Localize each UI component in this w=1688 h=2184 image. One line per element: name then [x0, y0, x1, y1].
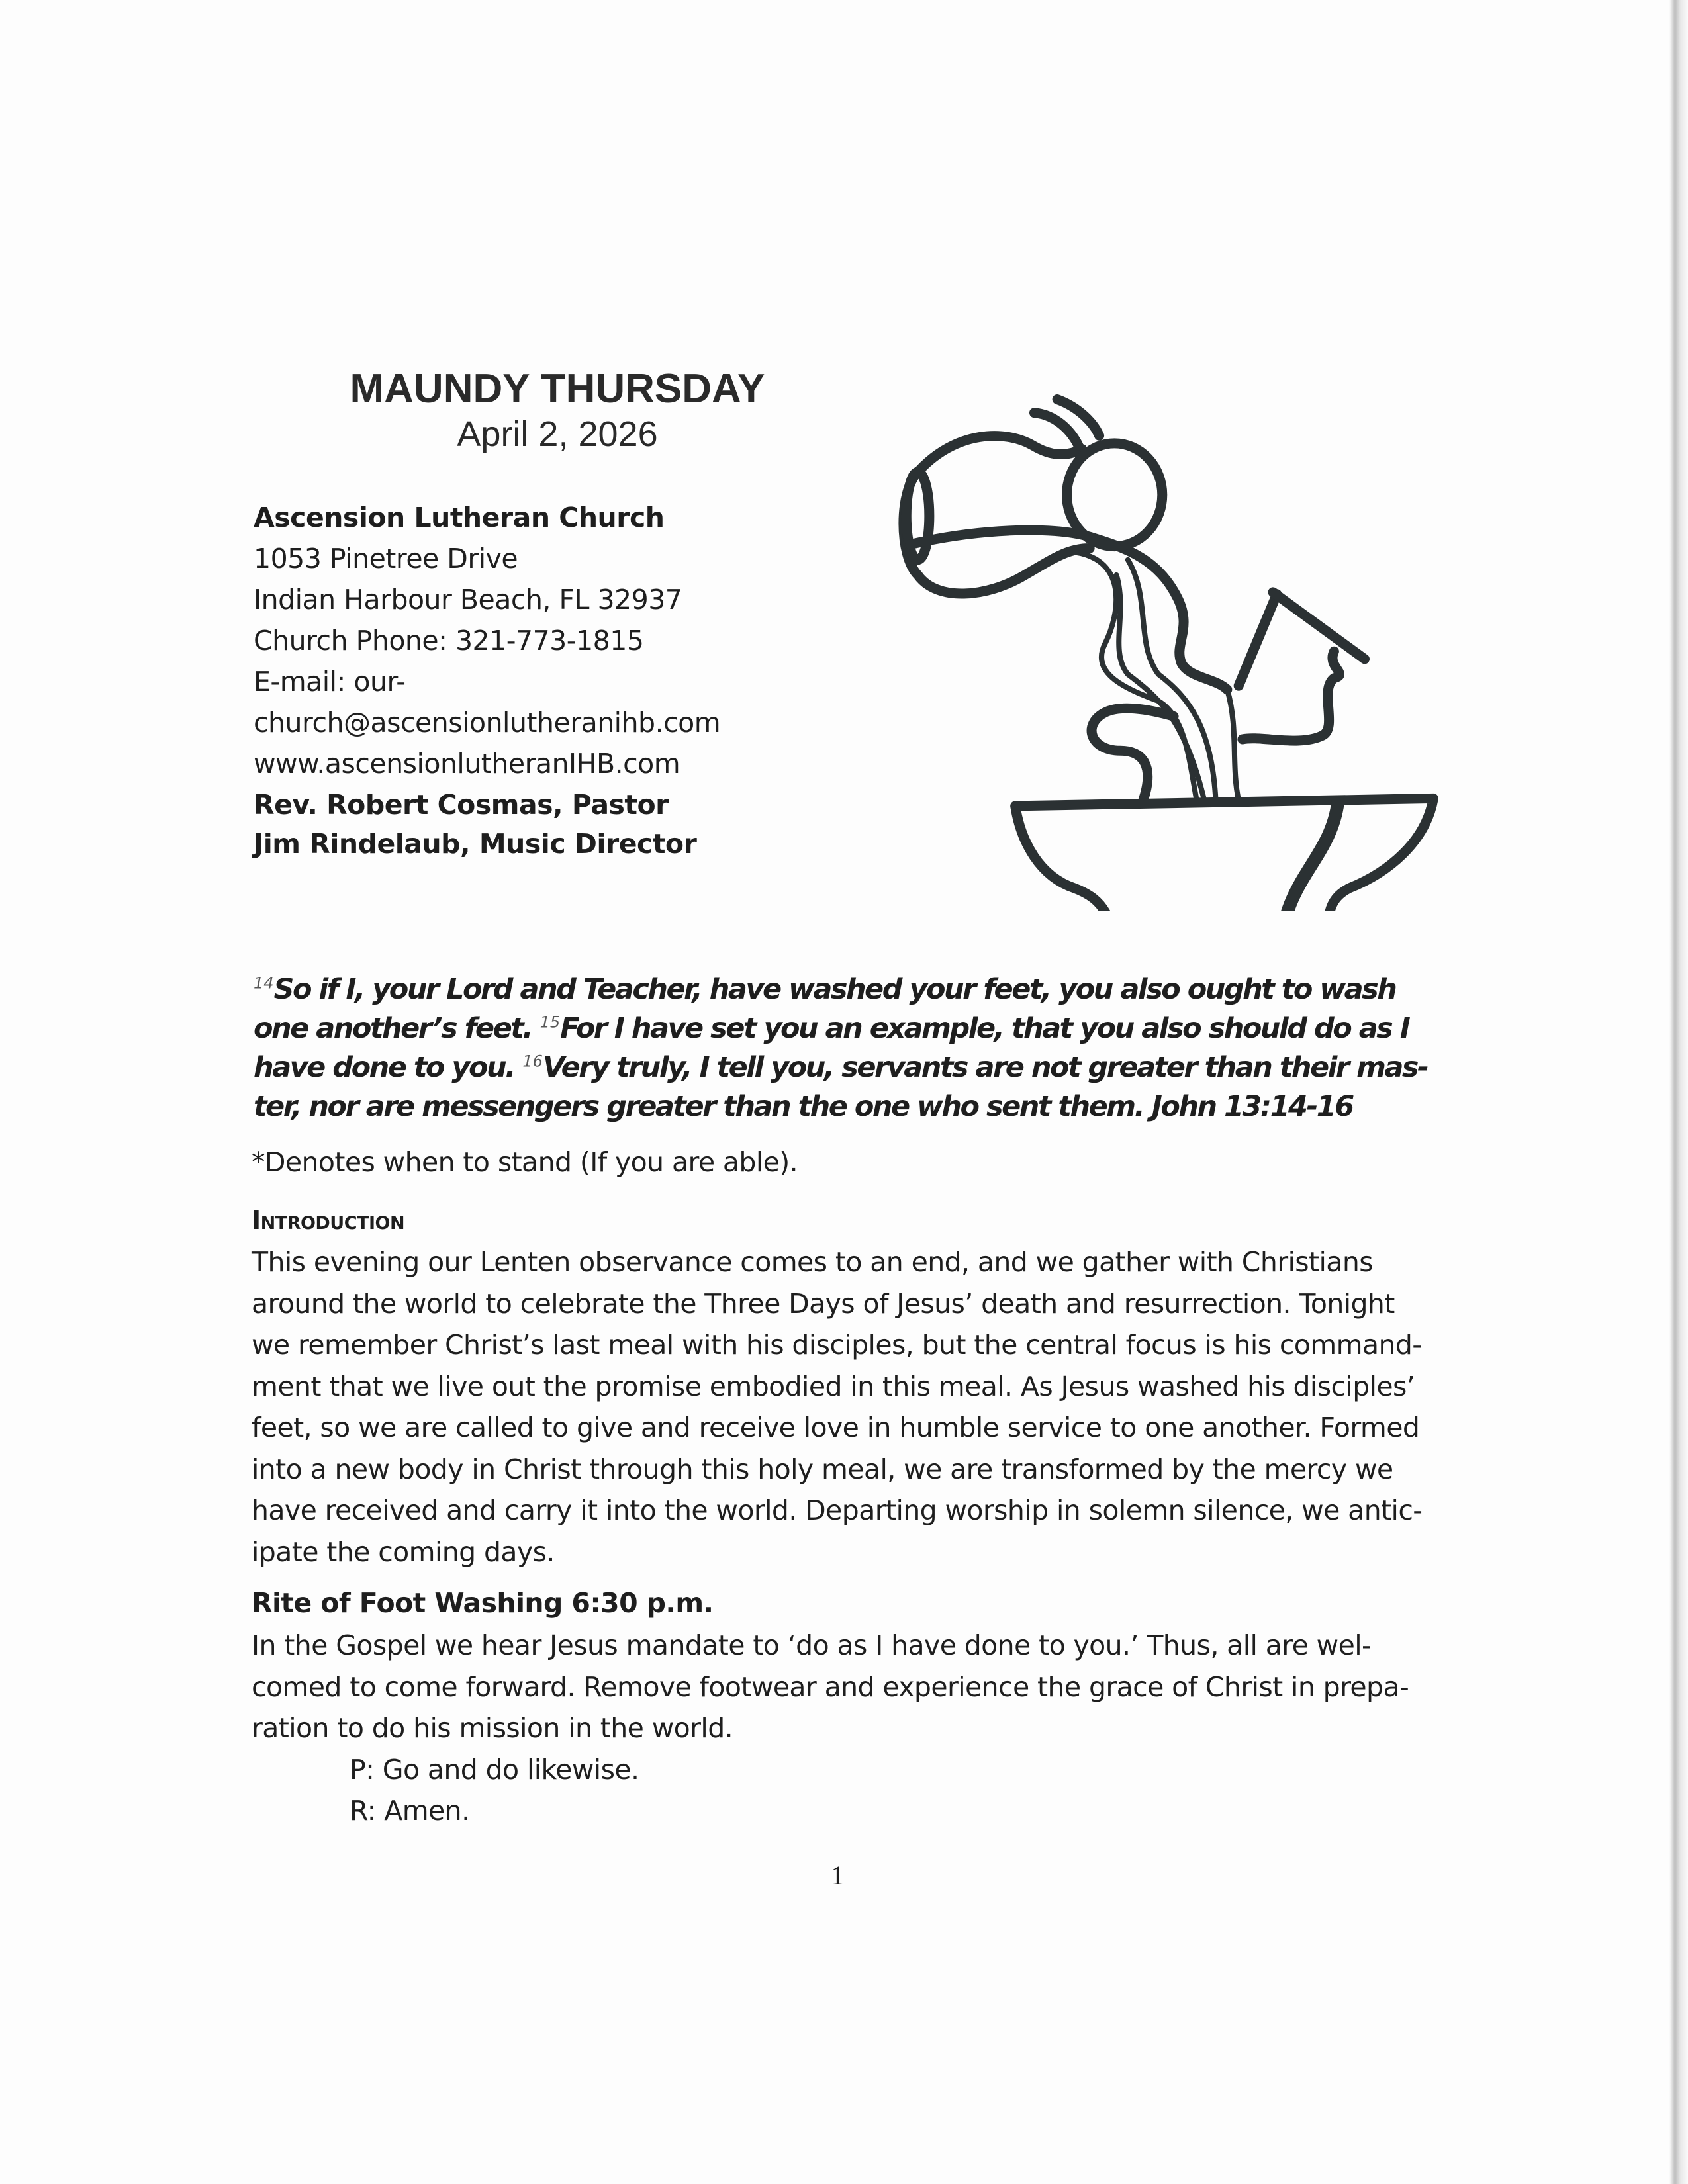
introduction-heading: Introduction [252, 1206, 405, 1235]
scripture-line: one another’s feet. $^{15}$For I have set you an example, that you also should do as I [254, 1012, 1409, 1045]
pastor-name: Rev. Robert Cosmas, Pastor [254, 789, 669, 821]
church-website: www.ascensionlutheranIHB.com [254, 748, 680, 780]
stand-note: *Denotes when to stand (If you are able). [252, 1146, 798, 1178]
foot-washing-illustration [861, 384, 1456, 911]
church-city: Indian Harbour Beach, FL 32937 [254, 584, 682, 615]
scripture-line: ter, nor are messengers greater than the one who sent them. John 13:14-16 [254, 1090, 1353, 1123]
pitcher-icon [904, 400, 1227, 690]
paragraph-line: ment that we live out the promise embodied in this meal. As Jesus washed his disciples’ [252, 1370, 1415, 1402]
service-date: April 2, 2026 [457, 414, 658, 454]
paragraph-line: into a new body in Christ through this holy meal, we are transformed by the mercy we [252, 1453, 1393, 1485]
paragraph-line: ipate the coming days. [252, 1535, 555, 1568]
bowl-icon [1015, 798, 1434, 911]
congregation-response: R: Amen. [350, 1795, 470, 1827]
scripture-line: $^{14}$So if I, your Lord and Teacher, have washed your feet, you also ought to wash [254, 973, 1396, 1006]
foot-washing-heading: Rite of Foot Washing 6:30 p.m. [252, 1587, 714, 1619]
pastor-response: P: Go and do likewise. [350, 1754, 639, 1786]
paragraph-line: In the Gospel we hear Jesus mandate to ‘do as I have done to you.’ Thus, all are wel- [252, 1629, 1372, 1661]
page-number: 1 [831, 1860, 844, 1890]
page-title: MAUNDY THURSDAY [350, 366, 765, 412]
church-name: Ascension Lutheran Church [254, 502, 665, 533]
water-stream-icon [1074, 552, 1239, 800]
paragraph-line: ration to do his mission in the world. [252, 1712, 733, 1744]
church-phone: Church Phone: 321-773-1815 [254, 625, 644, 657]
paragraph-line: we remember Christ’s last meal with his disciples, but the central focus is his command- [252, 1329, 1422, 1361]
scan-edge [1669, 0, 1688, 2184]
paragraph-line: around the world to celebrate the Three Days of Jesus’ death and resurrection. Tonight [252, 1287, 1395, 1320]
paragraph-line: have received and carry it into the world. Departing worship in solemn silence, we antic- [252, 1494, 1423, 1526]
paragraph-line: feet, so we are called to give and receive love in humble service to one another. Formed [252, 1412, 1420, 1443]
church-email-label: E-mail: our- [254, 666, 406, 698]
church-street: 1053 Pinetree Drive [254, 543, 518, 574]
paragraph-line: This evening our Lenten observance comes to an end, and we gather with Christians [252, 1246, 1373, 1278]
music-director-name: Jim Rindelaub, Music Director [254, 828, 697, 860]
scripture-line: have done to you. $^{16}$Very truly, I tell you, servants are not greater than their mas- [254, 1051, 1428, 1084]
paragraph-line: comed to come forward. Remove footwear and experience the grace of Christ in prepa- [252, 1670, 1409, 1703]
church-email: church@ascensionlutheranihb.com [254, 707, 721, 739]
